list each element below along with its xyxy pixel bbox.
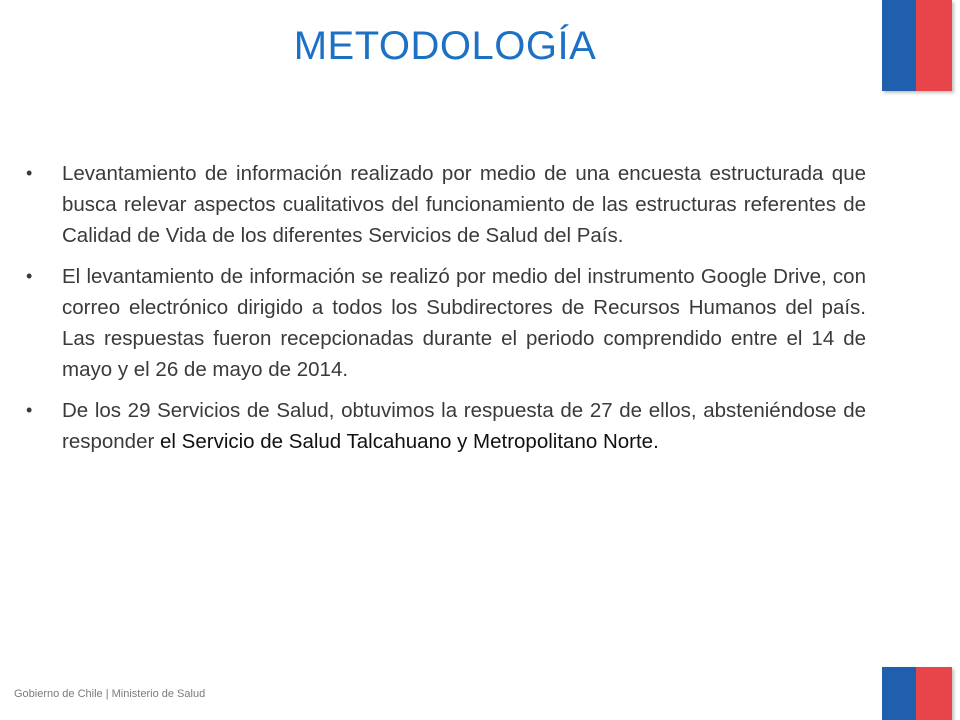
bullet-text: Levantamiento de información realizado por medio de una encuesta estructurada que busca relevar aspectos cualitativos del funcionamiento de las estructuras referentes de Calidad de Vida de los diferentes Servicios de Salud del País.	[62, 162, 866, 247]
flag-red-stripe	[916, 0, 952, 91]
bullet-text: El levantamiento de información se realizó por medio del instrumento Google Drive, con correo electrónico dirigido a todos los Subdirectores de Recursos Humanos del país. Las respuestas fueron recepcionadas durante el periodo comprendido entre el 14 de mayo y el 26 de mayo de 2014.	[62, 265, 866, 381]
bullet-text: De los 29 Servicios de Salud, obtuvimos la respuesta de 27 de ellos, absteniéndose de responder	[62, 399, 866, 453]
bullet-icon: •	[26, 163, 33, 183]
footer-text: Gobierno de Chile | Ministerio de Salud	[14, 688, 206, 700]
flag-blue-stripe	[882, 0, 916, 91]
bullet-text-highlight: el Servicio de Salud Talcahuano y Metropolitano Norte.	[160, 430, 659, 453]
bullet-icon: •	[26, 266, 33, 286]
chile-flag-logo-top	[882, 0, 952, 91]
slide-title: METODOLOGÍA	[293, 24, 597, 68]
bullet-item-responses	[26, 395, 866, 457]
flag-red-stripe	[916, 667, 952, 720]
bullet-icon: •	[26, 400, 33, 420]
bullet-list	[26, 158, 866, 467]
bullet-item-google-drive	[26, 261, 866, 385]
chile-flag-logo-bottom	[882, 667, 952, 720]
bullet-item-survey	[26, 158, 866, 251]
flag-blue-stripe	[882, 667, 916, 720]
